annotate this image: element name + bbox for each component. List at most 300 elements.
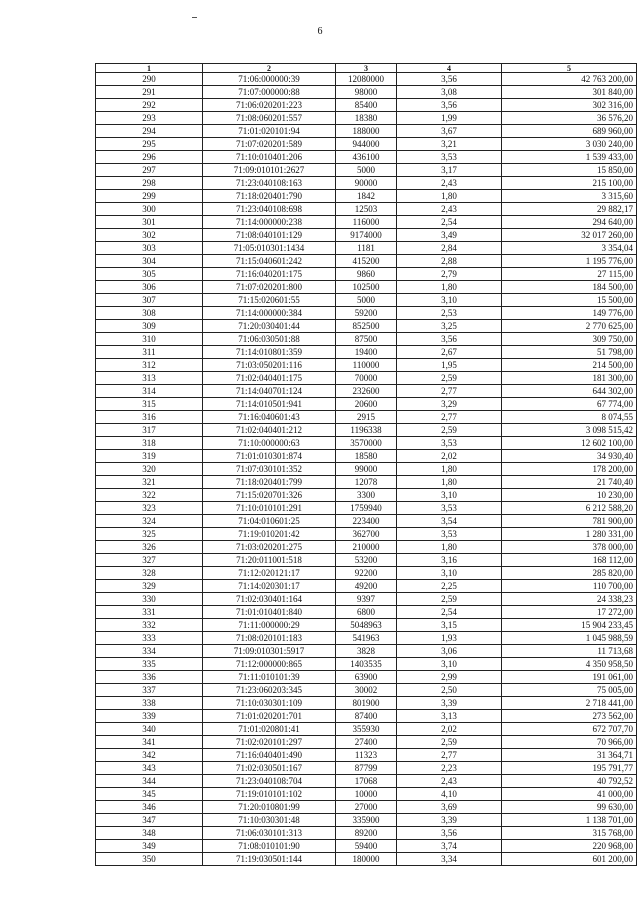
area-cell: 87799 <box>336 762 397 775</box>
row-number-cell: 350 <box>96 853 203 866</box>
table-row <box>96 138 637 151</box>
value-cell: 3 315,60 <box>502 190 637 203</box>
table-row <box>96 424 637 437</box>
area-cell: 63900 <box>336 671 397 684</box>
rate-cell: 3,39 <box>397 697 502 710</box>
value-cell: 3 354,04 <box>502 242 637 255</box>
table-row <box>96 736 637 749</box>
area-cell: 9174000 <box>336 229 397 242</box>
row-number-cell: 292 <box>96 99 203 112</box>
table-row <box>96 203 637 216</box>
table-row <box>96 684 637 697</box>
cadastral-number-cell: 71:11:010101:39 <box>203 671 336 684</box>
cadastral-number-cell: 71:15:040601:242 <box>203 255 336 268</box>
cadastral-number-cell: 71:06:020201:223 <box>203 99 336 112</box>
cadastral-number-cell: 71:18:020401:799 <box>203 476 336 489</box>
rate-cell: 3,56 <box>397 333 502 346</box>
cadastral-number-cell: 71:06:030101:313 <box>203 827 336 840</box>
rate-cell: 3,10 <box>397 567 502 580</box>
area-cell: 1759940 <box>336 502 397 515</box>
table-row <box>96 320 637 333</box>
table-row <box>96 723 637 736</box>
cadastral-number-cell: 71:09:010101:2627 <box>203 164 336 177</box>
cadastral-number-cell: 71:20:011001:518 <box>203 554 336 567</box>
value-cell: 168 112,00 <box>502 554 637 567</box>
rate-cell: 3,69 <box>397 801 502 814</box>
value-cell: 8 074,55 <box>502 411 637 424</box>
cadastral-number-cell: 71:14:020301:17 <box>203 580 336 593</box>
table-row <box>96 580 637 593</box>
rate-cell: 2,02 <box>397 723 502 736</box>
area-cell: 89200 <box>336 827 397 840</box>
table-row <box>96 489 637 502</box>
table-row <box>96 99 637 112</box>
row-number-cell: 315 <box>96 398 203 411</box>
row-number-cell: 340 <box>96 723 203 736</box>
value-cell: 601 200,00 <box>502 853 637 866</box>
value-cell: 15 904 233,45 <box>502 619 637 632</box>
area-cell: 102500 <box>336 281 397 294</box>
area-cell: 5000 <box>336 164 397 177</box>
rate-cell: 2,25 <box>397 580 502 593</box>
rate-cell: 2,02 <box>397 450 502 463</box>
cadastral-number-cell: 71:02:030401:164 <box>203 593 336 606</box>
area-cell: 2915 <box>336 411 397 424</box>
row-number-cell: 341 <box>96 736 203 749</box>
row-number-cell: 301 <box>96 216 203 229</box>
rate-cell: 3,56 <box>397 827 502 840</box>
rate-cell: 1,80 <box>397 476 502 489</box>
rate-cell: 2,54 <box>397 606 502 619</box>
table-row <box>96 86 637 99</box>
cadastral-number-cell: 71:06:030501:88 <box>203 333 336 346</box>
cadastral-number-cell: 71:12:000000:865 <box>203 658 336 671</box>
value-cell: 149 776,00 <box>502 307 637 320</box>
table-row <box>96 242 637 255</box>
value-cell: 2 770 625,00 <box>502 320 637 333</box>
value-cell: 41 000,00 <box>502 788 637 801</box>
row-number-cell: 326 <box>96 541 203 554</box>
table-row <box>96 476 637 489</box>
rate-cell: 3,49 <box>397 229 502 242</box>
value-cell: 51 798,00 <box>502 346 637 359</box>
rate-cell: 3,06 <box>397 645 502 658</box>
table-row <box>96 333 637 346</box>
row-number-cell: 337 <box>96 684 203 697</box>
cadastral-number-cell: 71:10:030301:109 <box>203 697 336 710</box>
cadastral-number-cell: 71:14:010501:941 <box>203 398 336 411</box>
area-cell: 1196338 <box>336 424 397 437</box>
cadastral-number-cell: 71:03:020201:275 <box>203 541 336 554</box>
rate-cell: 3,53 <box>397 437 502 450</box>
row-number-cell: 310 <box>96 333 203 346</box>
row-number-cell: 313 <box>96 372 203 385</box>
table-row <box>96 411 637 424</box>
area-cell: 99000 <box>336 463 397 476</box>
area-cell: 116000 <box>336 216 397 229</box>
row-number-cell: 297 <box>96 164 203 177</box>
table-row <box>96 346 637 359</box>
value-cell: 178 200,00 <box>502 463 637 476</box>
value-cell: 644 302,00 <box>502 385 637 398</box>
rate-cell: 2,59 <box>397 593 502 606</box>
area-cell: 18580 <box>336 450 397 463</box>
area-cell: 5048963 <box>336 619 397 632</box>
area-cell: 27400 <box>336 736 397 749</box>
value-cell: 1 539 433,00 <box>502 151 637 164</box>
cadastral-number-cell: 71:01:020101:94 <box>203 125 336 138</box>
row-number-cell: 311 <box>96 346 203 359</box>
table-row <box>96 840 637 853</box>
value-cell: 1 138 701,00 <box>502 814 637 827</box>
value-cell: 31 364,71 <box>502 749 637 762</box>
value-cell: 29 882,17 <box>502 203 637 216</box>
table-row <box>96 463 637 476</box>
table-row <box>96 216 637 229</box>
column-header: 1 <box>96 64 203 73</box>
cadastral-number-cell: 71:02:020101:297 <box>203 736 336 749</box>
area-cell: 9860 <box>336 268 397 281</box>
row-number-cell: 308 <box>96 307 203 320</box>
cadastral-number-cell: 71:19:010101:102 <box>203 788 336 801</box>
rate-cell: 2,53 <box>397 307 502 320</box>
table-row <box>96 528 637 541</box>
table-body <box>96 73 637 866</box>
row-number-cell: 319 <box>96 450 203 463</box>
rate-cell: 2,23 <box>397 762 502 775</box>
rate-cell: 1,80 <box>397 281 502 294</box>
column-header: 3 <box>336 64 397 73</box>
area-cell: 5000 <box>336 294 397 307</box>
table-row <box>96 515 637 528</box>
data-table <box>95 63 637 866</box>
area-cell: 10000 <box>336 788 397 801</box>
value-cell: 67 774,00 <box>502 398 637 411</box>
value-cell: 24 338,23 <box>502 593 637 606</box>
value-cell: 302 316,00 <box>502 99 637 112</box>
rate-cell: 3,10 <box>397 489 502 502</box>
area-cell: 85400 <box>336 99 397 112</box>
cadastral-number-cell: 71:20:030401:44 <box>203 320 336 333</box>
table-row <box>96 632 637 645</box>
table-row <box>96 762 637 775</box>
value-cell: 215 100,00 <box>502 177 637 190</box>
value-cell: 301 840,00 <box>502 86 637 99</box>
cadastral-number-cell: 71:15:020701:326 <box>203 489 336 502</box>
value-cell: 6 212 588,20 <box>502 502 637 515</box>
value-cell: 12 602 100,00 <box>502 437 637 450</box>
row-number-cell: 349 <box>96 840 203 853</box>
cadastral-number-cell: 71:16:040601:43 <box>203 411 336 424</box>
value-cell: 27 115,00 <box>502 268 637 281</box>
area-cell: 87500 <box>336 333 397 346</box>
area-cell: 852500 <box>336 320 397 333</box>
rate-cell: 3,13 <box>397 710 502 723</box>
area-cell: 415200 <box>336 255 397 268</box>
table-row <box>96 606 637 619</box>
table-row <box>96 450 637 463</box>
rate-cell: 2,77 <box>397 749 502 762</box>
row-number-cell: 332 <box>96 619 203 632</box>
cadastral-number-cell: 71:14:040701:124 <box>203 385 336 398</box>
area-cell: 59200 <box>336 307 397 320</box>
rate-cell: 1,93 <box>397 632 502 645</box>
row-number-cell: 316 <box>96 411 203 424</box>
rate-cell: 3,16 <box>397 554 502 567</box>
row-number-cell: 344 <box>96 775 203 788</box>
row-number-cell: 314 <box>96 385 203 398</box>
value-cell: 309 750,00 <box>502 333 637 346</box>
cadastral-number-cell: 71:23:040108:704 <box>203 775 336 788</box>
row-number-cell: 333 <box>96 632 203 645</box>
rate-cell: 3,56 <box>397 73 502 86</box>
cadastral-number-cell: 71:09:010301:5917 <box>203 645 336 658</box>
cadastral-number-cell: 71:08:040101:129 <box>203 229 336 242</box>
table-row <box>96 749 637 762</box>
rate-cell: 2,50 <box>397 684 502 697</box>
table-row <box>96 190 637 203</box>
table-row <box>96 437 637 450</box>
table-row <box>96 372 637 385</box>
value-cell: 378 000,00 <box>502 541 637 554</box>
table-row <box>96 398 637 411</box>
cadastral-number-cell: 71:23:060203:345 <box>203 684 336 697</box>
value-cell: 75 005,00 <box>502 684 637 697</box>
value-cell: 781 900,00 <box>502 515 637 528</box>
table-row <box>96 554 637 567</box>
cadastral-number-cell: 71:07:000000:88 <box>203 86 336 99</box>
area-cell: 3570000 <box>336 437 397 450</box>
area-cell: 9397 <box>336 593 397 606</box>
cadastral-number-cell: 71:07:030101:352 <box>203 463 336 476</box>
rate-cell: 2,43 <box>397 775 502 788</box>
cadastral-number-cell: 71:19:010201:42 <box>203 528 336 541</box>
cadastral-number-cell: 71:02:040401:175 <box>203 372 336 385</box>
rate-cell: 3,53 <box>397 528 502 541</box>
value-cell: 17 272,00 <box>502 606 637 619</box>
area-cell: 362700 <box>336 528 397 541</box>
cadastral-number-cell: 71:01:010401:840 <box>203 606 336 619</box>
rate-cell: 3,34 <box>397 853 502 866</box>
row-number-cell: 307 <box>96 294 203 307</box>
value-cell: 2 718 441,00 <box>502 697 637 710</box>
rate-cell: 1,99 <box>397 112 502 125</box>
table-row <box>96 645 637 658</box>
table-row <box>96 73 637 86</box>
row-number-cell: 305 <box>96 268 203 281</box>
page-number: 6 <box>317 26 323 37</box>
cadastral-number-cell: 71:18:020401:790 <box>203 190 336 203</box>
value-cell: 36 576,20 <box>502 112 637 125</box>
table-row <box>96 710 637 723</box>
column-header: 4 <box>397 64 502 73</box>
value-cell: 315 768,00 <box>502 827 637 840</box>
rate-cell: 3,21 <box>397 138 502 151</box>
value-cell: 42 763 200,00 <box>502 73 637 86</box>
row-number-cell: 306 <box>96 281 203 294</box>
rate-cell: 2,59 <box>397 424 502 437</box>
table-row <box>96 853 637 866</box>
cadastral-number-cell: 71:16:040201:175 <box>203 268 336 281</box>
table-row <box>96 567 637 580</box>
row-number-cell: 339 <box>96 710 203 723</box>
area-cell: 210000 <box>336 541 397 554</box>
column-header: 5 <box>502 64 637 73</box>
cadastral-number-cell: 71:02:040401:212 <box>203 424 336 437</box>
value-cell: 184 500,00 <box>502 281 637 294</box>
row-number-cell: 346 <box>96 801 203 814</box>
rate-cell: 1,80 <box>397 541 502 554</box>
row-number-cell: 321 <box>96 476 203 489</box>
row-number-cell: 298 <box>96 177 203 190</box>
table-row <box>96 255 637 268</box>
row-number-cell: 342 <box>96 749 203 762</box>
cadastral-number-cell: 71:15:020601:55 <box>203 294 336 307</box>
area-cell: 98000 <box>336 86 397 99</box>
row-number-cell: 324 <box>96 515 203 528</box>
area-cell: 1842 <box>336 190 397 203</box>
area-cell: 92200 <box>336 567 397 580</box>
cadastral-number-cell: 71:10:000000:63 <box>203 437 336 450</box>
table-row <box>96 541 637 554</box>
table-row <box>96 788 637 801</box>
cadastral-number-cell: 71:19:030501:144 <box>203 853 336 866</box>
value-cell: 220 968,00 <box>502 840 637 853</box>
area-cell: 20600 <box>336 398 397 411</box>
area-cell: 335900 <box>336 814 397 827</box>
area-cell: 49200 <box>336 580 397 593</box>
row-number-cell: 345 <box>96 788 203 801</box>
cadastral-number-cell: 71:16:040401:490 <box>203 749 336 762</box>
value-cell: 294 640,00 <box>502 216 637 229</box>
value-cell: 40 792,52 <box>502 775 637 788</box>
cadastral-number-cell: 71:06:000000:39 <box>203 73 336 86</box>
table-row <box>96 385 637 398</box>
cadastral-number-cell: 71:07:020201:800 <box>203 281 336 294</box>
rate-cell: 2,77 <box>397 411 502 424</box>
table-row <box>96 125 637 138</box>
cadastral-number-cell: 71:01:020201:701 <box>203 710 336 723</box>
table-row <box>96 801 637 814</box>
value-cell: 15 850,00 <box>502 164 637 177</box>
area-cell: 355930 <box>336 723 397 736</box>
cadastral-number-cell: 71:08:020101:183 <box>203 632 336 645</box>
rate-cell: 3,53 <box>397 151 502 164</box>
rate-cell: 2,84 <box>397 242 502 255</box>
rate-cell: 3,17 <box>397 164 502 177</box>
table-row <box>96 775 637 788</box>
rate-cell: 2,43 <box>397 203 502 216</box>
rate-cell: 2,59 <box>397 372 502 385</box>
rate-cell: 1,95 <box>397 359 502 372</box>
rate-cell: 2,79 <box>397 268 502 281</box>
row-number-cell: 343 <box>96 762 203 775</box>
cadastral-number-cell: 71:23:040108:698 <box>203 203 336 216</box>
rate-cell: 2,43 <box>397 177 502 190</box>
row-number-cell: 304 <box>96 255 203 268</box>
area-cell: 30002 <box>336 684 397 697</box>
cadastral-number-cell: 71:14:010801:359 <box>203 346 336 359</box>
row-number-cell: 328 <box>96 567 203 580</box>
cadastral-number-cell: 71:04:010601:25 <box>203 515 336 528</box>
area-cell: 27000 <box>336 801 397 814</box>
area-cell: 1181 <box>336 242 397 255</box>
area-cell: 3300 <box>336 489 397 502</box>
area-cell: 18380 <box>336 112 397 125</box>
value-cell: 214 500,00 <box>502 359 637 372</box>
row-number-cell: 323 <box>96 502 203 515</box>
table-row <box>96 281 637 294</box>
area-cell: 90000 <box>336 177 397 190</box>
row-number-cell: 299 <box>96 190 203 203</box>
value-cell: 3 098 515,42 <box>502 424 637 437</box>
rate-cell: 3,29 <box>397 398 502 411</box>
row-number-cell: 338 <box>96 697 203 710</box>
rate-cell: 1,80 <box>397 190 502 203</box>
cadastral-number-cell: 71:12:020121:17 <box>203 567 336 580</box>
area-cell: 87400 <box>336 710 397 723</box>
value-cell: 1 280 331,00 <box>502 528 637 541</box>
cadastral-number-cell: 71:01:020801:41 <box>203 723 336 736</box>
rate-cell: 3,74 <box>397 840 502 853</box>
row-number-cell: 303 <box>96 242 203 255</box>
rate-cell: 3,25 <box>397 320 502 333</box>
value-cell: 21 740,40 <box>502 476 637 489</box>
area-cell: 188000 <box>336 125 397 138</box>
row-number-cell: 318 <box>96 437 203 450</box>
row-number-cell: 348 <box>96 827 203 840</box>
value-cell: 11 713,68 <box>502 645 637 658</box>
rate-cell: 3,53 <box>397 502 502 515</box>
table-row <box>96 359 637 372</box>
value-cell: 181 300,00 <box>502 372 637 385</box>
rate-cell: 2,59 <box>397 736 502 749</box>
rate-cell: 2,77 <box>397 385 502 398</box>
cadastral-number-cell: 71:05:010301:1434 <box>203 242 336 255</box>
area-cell: 53200 <box>336 554 397 567</box>
value-cell: 1 045 988,59 <box>502 632 637 645</box>
table-row <box>96 229 637 242</box>
cadastral-number-cell: 71:11:000000:29 <box>203 619 336 632</box>
rate-cell: 3,08 <box>397 86 502 99</box>
area-cell: 232600 <box>336 385 397 398</box>
table-row <box>96 593 637 606</box>
cadastral-number-cell: 71:08:060201:557 <box>203 112 336 125</box>
cadastral-number-cell: 71:23:040108:163 <box>203 177 336 190</box>
area-cell: 1403535 <box>336 658 397 671</box>
value-cell: 273 562,00 <box>502 710 637 723</box>
rate-cell: 3,54 <box>397 515 502 528</box>
row-number-cell: 290 <box>96 73 203 86</box>
rate-cell: 3,67 <box>397 125 502 138</box>
area-cell: 17068 <box>336 775 397 788</box>
cadastral-number-cell: 71:10:010401:206 <box>203 151 336 164</box>
table-row <box>96 177 637 190</box>
value-cell: 34 930,40 <box>502 450 637 463</box>
row-number-cell: 295 <box>96 138 203 151</box>
row-number-cell: 317 <box>96 424 203 437</box>
rate-cell: 3,10 <box>397 294 502 307</box>
table-row <box>96 112 637 125</box>
row-number-cell: 300 <box>96 203 203 216</box>
rate-cell: 2,99 <box>397 671 502 684</box>
row-number-cell: 330 <box>96 593 203 606</box>
cadastral-number-cell: 71:02:030501:167 <box>203 762 336 775</box>
rate-cell: 3,10 <box>397 658 502 671</box>
area-cell: 12503 <box>336 203 397 216</box>
row-number-cell: 336 <box>96 671 203 684</box>
row-number-cell: 335 <box>96 658 203 671</box>
